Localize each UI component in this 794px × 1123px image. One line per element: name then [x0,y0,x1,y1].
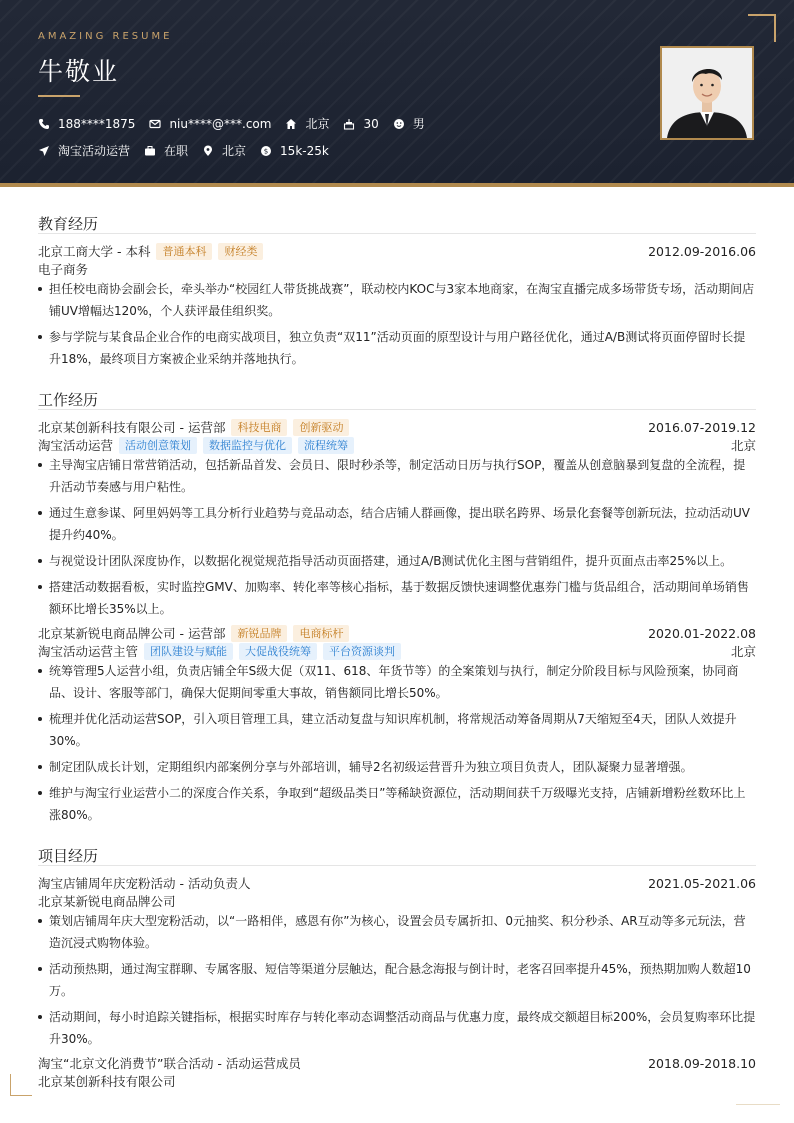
work-bullet: 统筹管理5人运营小组，负责店铺全年S级大促（双11、618、年货节等）的全案策划与执行，制定分阶段目标与风险预案，协同商品、设计、客服等部门，确保大促期间零重大事故，销售额同比增长50%。 [38,660,756,704]
company-tag: 科技电商 [231,419,287,436]
projects-section-divider [38,865,756,866]
work-bullet: 梳理并优化活动运营SOP，引入项目管理工具，建立活动复盘与知识库机制，将常规活动筹备周期从7天缩短至4天，团队人效提升30%。 [38,708,756,752]
work-entry-header [38,624,756,642]
project-bullet: 活动期间，每小时追踪关键指标，根据实时库存与转化率动态调整活动商品与优惠力度，最终成交额超目标200%，会员复购率环比提升30%。 [38,1006,756,1050]
target-city-text: 北京 [222,144,247,158]
age-text: 30 [363,116,379,131]
education-section-divider [38,233,756,234]
company-name: 北京某创新科技有限公司 - 运营部 [38,420,226,435]
project-entry-header [38,874,756,892]
company-tag: 电商标杆 [293,625,349,642]
school-tag: 财经类 [218,243,263,260]
project-bullet: 策划店铺周年庆大型宠粉活动，以“一路相伴，感恩有你”为核心，设置会员专属折扣、0元抽奖、积分秒杀、AR互动等多元玩法，营造沉浸式购物体验。 [38,910,756,954]
name-underline [38,95,80,97]
role-tag: 数据监控与优化 [203,437,292,454]
target-position-text: 淘宝活动运营 [58,144,131,158]
employment-status-text: 在职 [164,144,189,158]
project-bullet: 活动预热期，通过淘宝群聊、专属客服、短信等渠道分层触达，配合悬念海报与倒计时，老客召回率提升45%，预热期加购人数超10万。 [38,958,756,1002]
age-item [343,117,378,131]
cake-icon [343,118,355,130]
corner-decoration-bottom-right [736,1104,780,1105]
target-position-item [38,142,130,159]
project-date: 2018.09-2018.10 [648,1055,756,1071]
gender-icon [393,118,405,130]
project-entry-header [38,1054,756,1072]
phone-text: 188****1875 [58,116,136,131]
job-role: 淘宝活动运营 [38,438,114,453]
role-tag: 活动创意策划 [119,437,197,454]
work-city: 北京 [730,438,756,453]
brand-label: AMAZING RESUME [38,31,173,42]
email-text: niu****@***.com [169,116,272,131]
project-name: 淘宝店铺周年庆宠粉活动 - 活动负责人 [38,876,251,891]
home-city-item [285,115,329,132]
company-tag: 创新驱动 [293,419,349,436]
work-section-divider [38,409,756,410]
target-city-item [202,142,246,159]
work-bullet: 主导淘宝店铺日常营销活动，包括新品首发、会员日、限时秒杀等，制定活动日历与执行SOP，覆盖从创意脑暴到复盘的全流程，提升活动节奏感与用户粘性。 [38,454,756,498]
work-bullet: 通过生意参谋、阿里妈妈等工具分析行业趋势与竞品动态，结合店铺人群画像，提出联名跨界、场景化套餐等创新玩法，拉动活动UV提升约40%。 [38,502,756,546]
phone-item [38,117,135,131]
job-intent-row [38,142,343,159]
contact-row [38,115,439,132]
briefcase-icon [144,145,156,157]
work-section-title: 工作经历 [38,391,99,409]
work-role-row [38,642,756,660]
major: 电子商务 [38,262,89,277]
employment-status-item [144,142,188,159]
work-bullet: 搭建活动数据看板，实时监控GMV、加购率、转化率等核心指标，基于数据反馈快速调整优惠券门槛与货品组合，活动期间单场销售额环比增长35%以上。 [38,576,756,620]
avatar [662,48,752,138]
project-org-row [38,892,756,910]
home-city-text: 北京 [305,117,330,131]
company-name: 北京某新锐电商品牌公司 - 运营部 [38,626,226,641]
education-major-row [38,260,756,278]
location-pin-icon [202,145,214,157]
work-city: 北京 [730,644,756,659]
job-role: 淘宝活动运营主管 [38,644,139,659]
candidate-name: 牛敬业 [38,57,120,86]
work-bullet: 制定团队成长计划，定期组织内部案例分享与外部培训，辅导2名初级运营晋升为独立项目负责人，团队凝聚力显著增强。 [38,756,756,778]
education-bullet: 参与学院与某食品企业合作的电商实战项目，独立负责“双11”活动页面的原型设计与用户路径优化，通过A/B测试将页面停留时长提升18%，最终项目方案被企业采纳并落地执行。 [38,326,756,370]
mail-icon [149,118,161,130]
education-entry-header [38,242,756,260]
svg-text:$: $ [263,147,269,156]
salary-item [260,144,329,158]
salary-text: 15k-25k [280,143,329,158]
project-date: 2021.05-2021.06 [648,875,756,891]
work-date: 2016.07-2019.12 [648,419,756,435]
work-bullet: 维护与淘宝行业运营小二的深度合作关系，争取到“超级品类日”等稀缺资源位，活动期间获千万级曝光支持，店铺新增粉丝数环比上涨80%。 [38,782,756,826]
education-section-title: 教育经历 [38,215,99,233]
project-name: 淘宝“北京文化消费节”联合活动 - 活动运营成员 [38,1056,301,1071]
work-date: 2020.01-2022.08 [648,625,756,641]
role-tag: 团队建设与赋能 [144,643,233,660]
company-tag: 新锐品牌 [231,625,287,642]
salary-icon [260,145,272,157]
education-bullet: 担任校电商协会副会长，牵头举办“校园红人带货挑战赛”，联动校内KOC与3家本地商家，在淘宝直播完成多场带货专场，活动期间店铺UV增幅达120%，个人获评最佳组织奖。 [38,278,756,322]
role-tag: 大促战役统筹 [239,643,317,660]
corner-decoration-top-right [748,14,776,42]
work-bullet: 与视觉设计团队深度协作，以数据化视觉规范指导活动页面搭建，通过A/B测试优化主图与营销组件，提升页面点击率25%以上。 [38,550,756,572]
work-entry-header [38,418,756,436]
home-icon [285,118,297,130]
phone-icon [38,118,50,130]
project-org-row [38,1072,756,1090]
gender-item [393,115,425,132]
education-date: 2012.09-2016.06 [648,243,756,259]
gender-text: 男 [412,117,425,131]
header-accent-line [0,183,794,187]
profile-photo [660,46,754,140]
projects-section-title: 项目经历 [38,847,99,865]
role-tag: 流程统筹 [298,437,354,454]
corner-decoration-bottom-left [10,1074,32,1096]
send-icon [38,145,50,157]
work-role-row [38,436,756,454]
school-name: 北京工商大学 - 本科 [38,244,151,259]
project-org: 北京某新锐电商品牌公司 [38,894,176,909]
email-item [149,117,271,131]
school-tag: 普通本科 [156,243,212,260]
role-tag: 平台资源谈判 [323,643,401,660]
project-org: 北京某创新科技有限公司 [38,1074,176,1089]
